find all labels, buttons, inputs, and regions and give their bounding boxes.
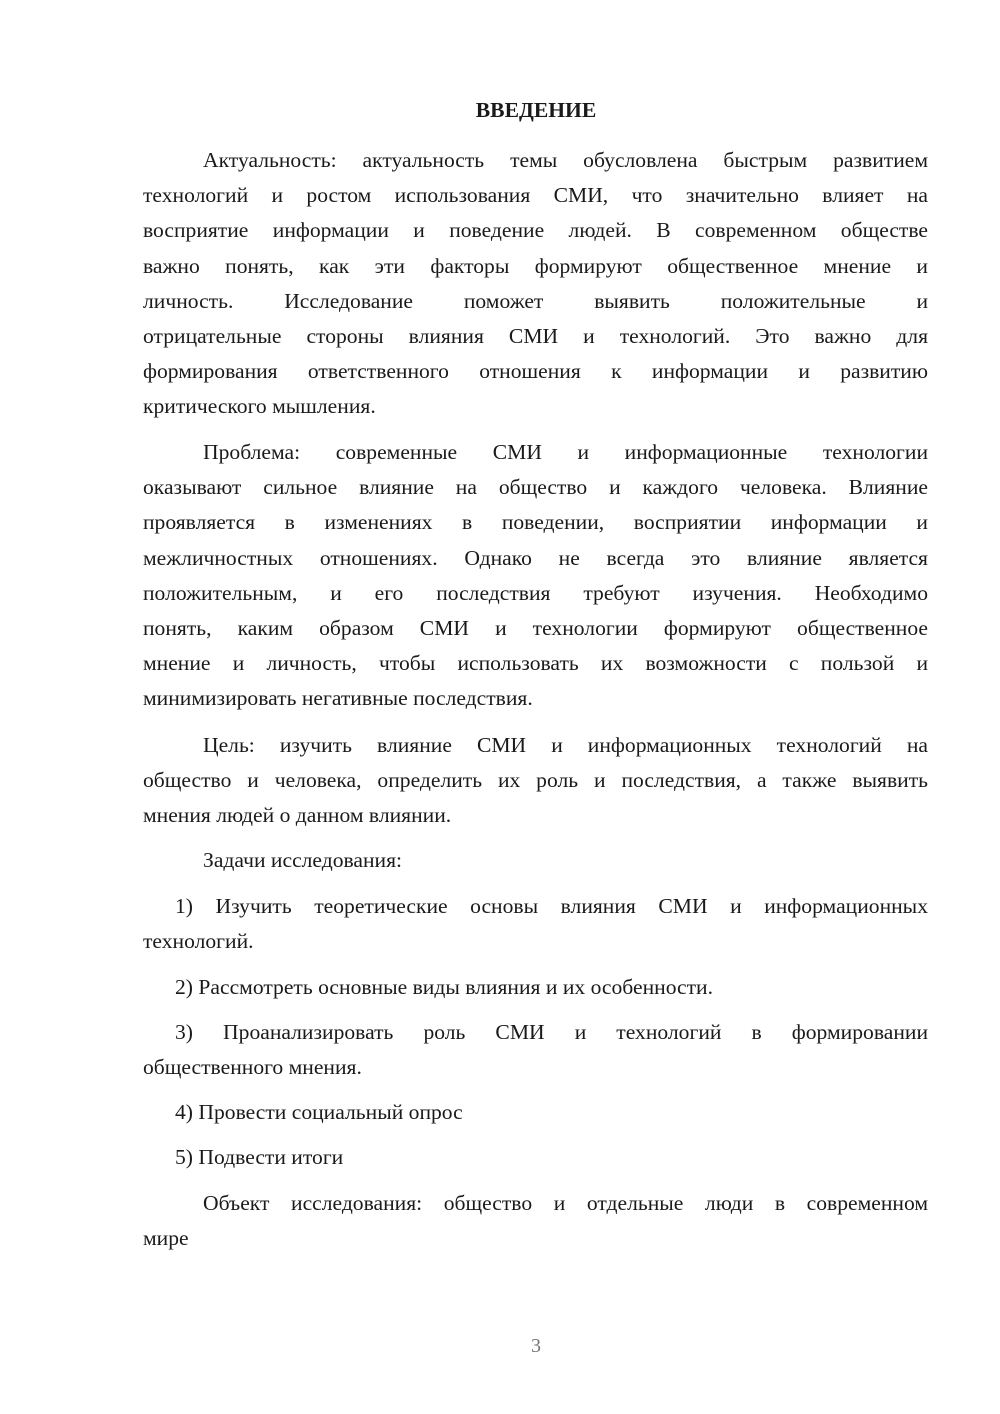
text-line: минимизировать негативные последствия. <box>143 686 533 710</box>
text-line: 1) Изучить теоретические основы влияния СМИ и информационных <box>175 894 928 918</box>
text-line: важно понять, как эти факторы формируют общественное мнение и <box>143 254 928 278</box>
text-line: межличностных отношениях. Однако не всегда это влияние является <box>143 546 928 570</box>
text-line: 3) Проанализировать роль СМИ и технологий в формировании <box>175 1020 928 1044</box>
text-line: Задачи исследования: <box>203 848 403 872</box>
text-line: Проблема: современные СМИ и информационные технологии <box>203 440 928 464</box>
text-line: отрицательные стороны влияния СМИ и технологий. Это важно для <box>143 324 928 348</box>
text-line: мнение и личность, чтобы использовать их возможности с пользой и <box>143 651 928 675</box>
text-line: восприятие информации и поведение людей. В современном обществе <box>143 218 928 242</box>
text-line: мире <box>143 1226 189 1250</box>
text-line: общество и человека, определить их роль и последствия, а также выявить <box>143 768 928 792</box>
text-line: 4) Провести социальный опрос <box>175 1100 463 1124</box>
text-line: 2) Рассмотреть основные виды влияния и их особенности. <box>175 975 713 999</box>
text-line: критического мышления. <box>143 394 376 418</box>
text-line: формирования ответственного отношения к информации и развитию <box>143 359 928 383</box>
text-line: Цель: изучить влияние СМИ и информационных технологий на <box>203 733 928 757</box>
text-line: положительным, и его последствия требуют изучения. Необходимо <box>143 581 928 605</box>
text-line: личность. Исследование поможет выявить положительные и <box>143 289 928 313</box>
text-line: технологий и ростом использования СМИ, что значительно влияет на <box>143 183 928 207</box>
text-line: технологий. <box>143 929 254 953</box>
text-line: Актуальность: актуальность темы обусловлена быстрым развитием <box>203 148 928 172</box>
text-line: мнения людей о данном влиянии. <box>143 803 452 827</box>
text-line: понять, каким образом СМИ и технологии формируют общественное <box>143 616 928 640</box>
text-line: общественного мнения. <box>143 1055 362 1079</box>
page-number: 3 <box>531 1335 541 1357</box>
text-line: 5) Подвести итоги <box>175 1145 344 1169</box>
section-title: ВВЕДЕНИЕ <box>475 98 597 122</box>
text-line: оказывают сильное влияние на общество и каждого человека. Влияние <box>143 475 928 499</box>
text-line: проявляется в изменениях в поведении, восприятии информации и <box>143 510 928 534</box>
text-line: Объект исследования: общество и отдельные люди в современном <box>203 1191 928 1215</box>
